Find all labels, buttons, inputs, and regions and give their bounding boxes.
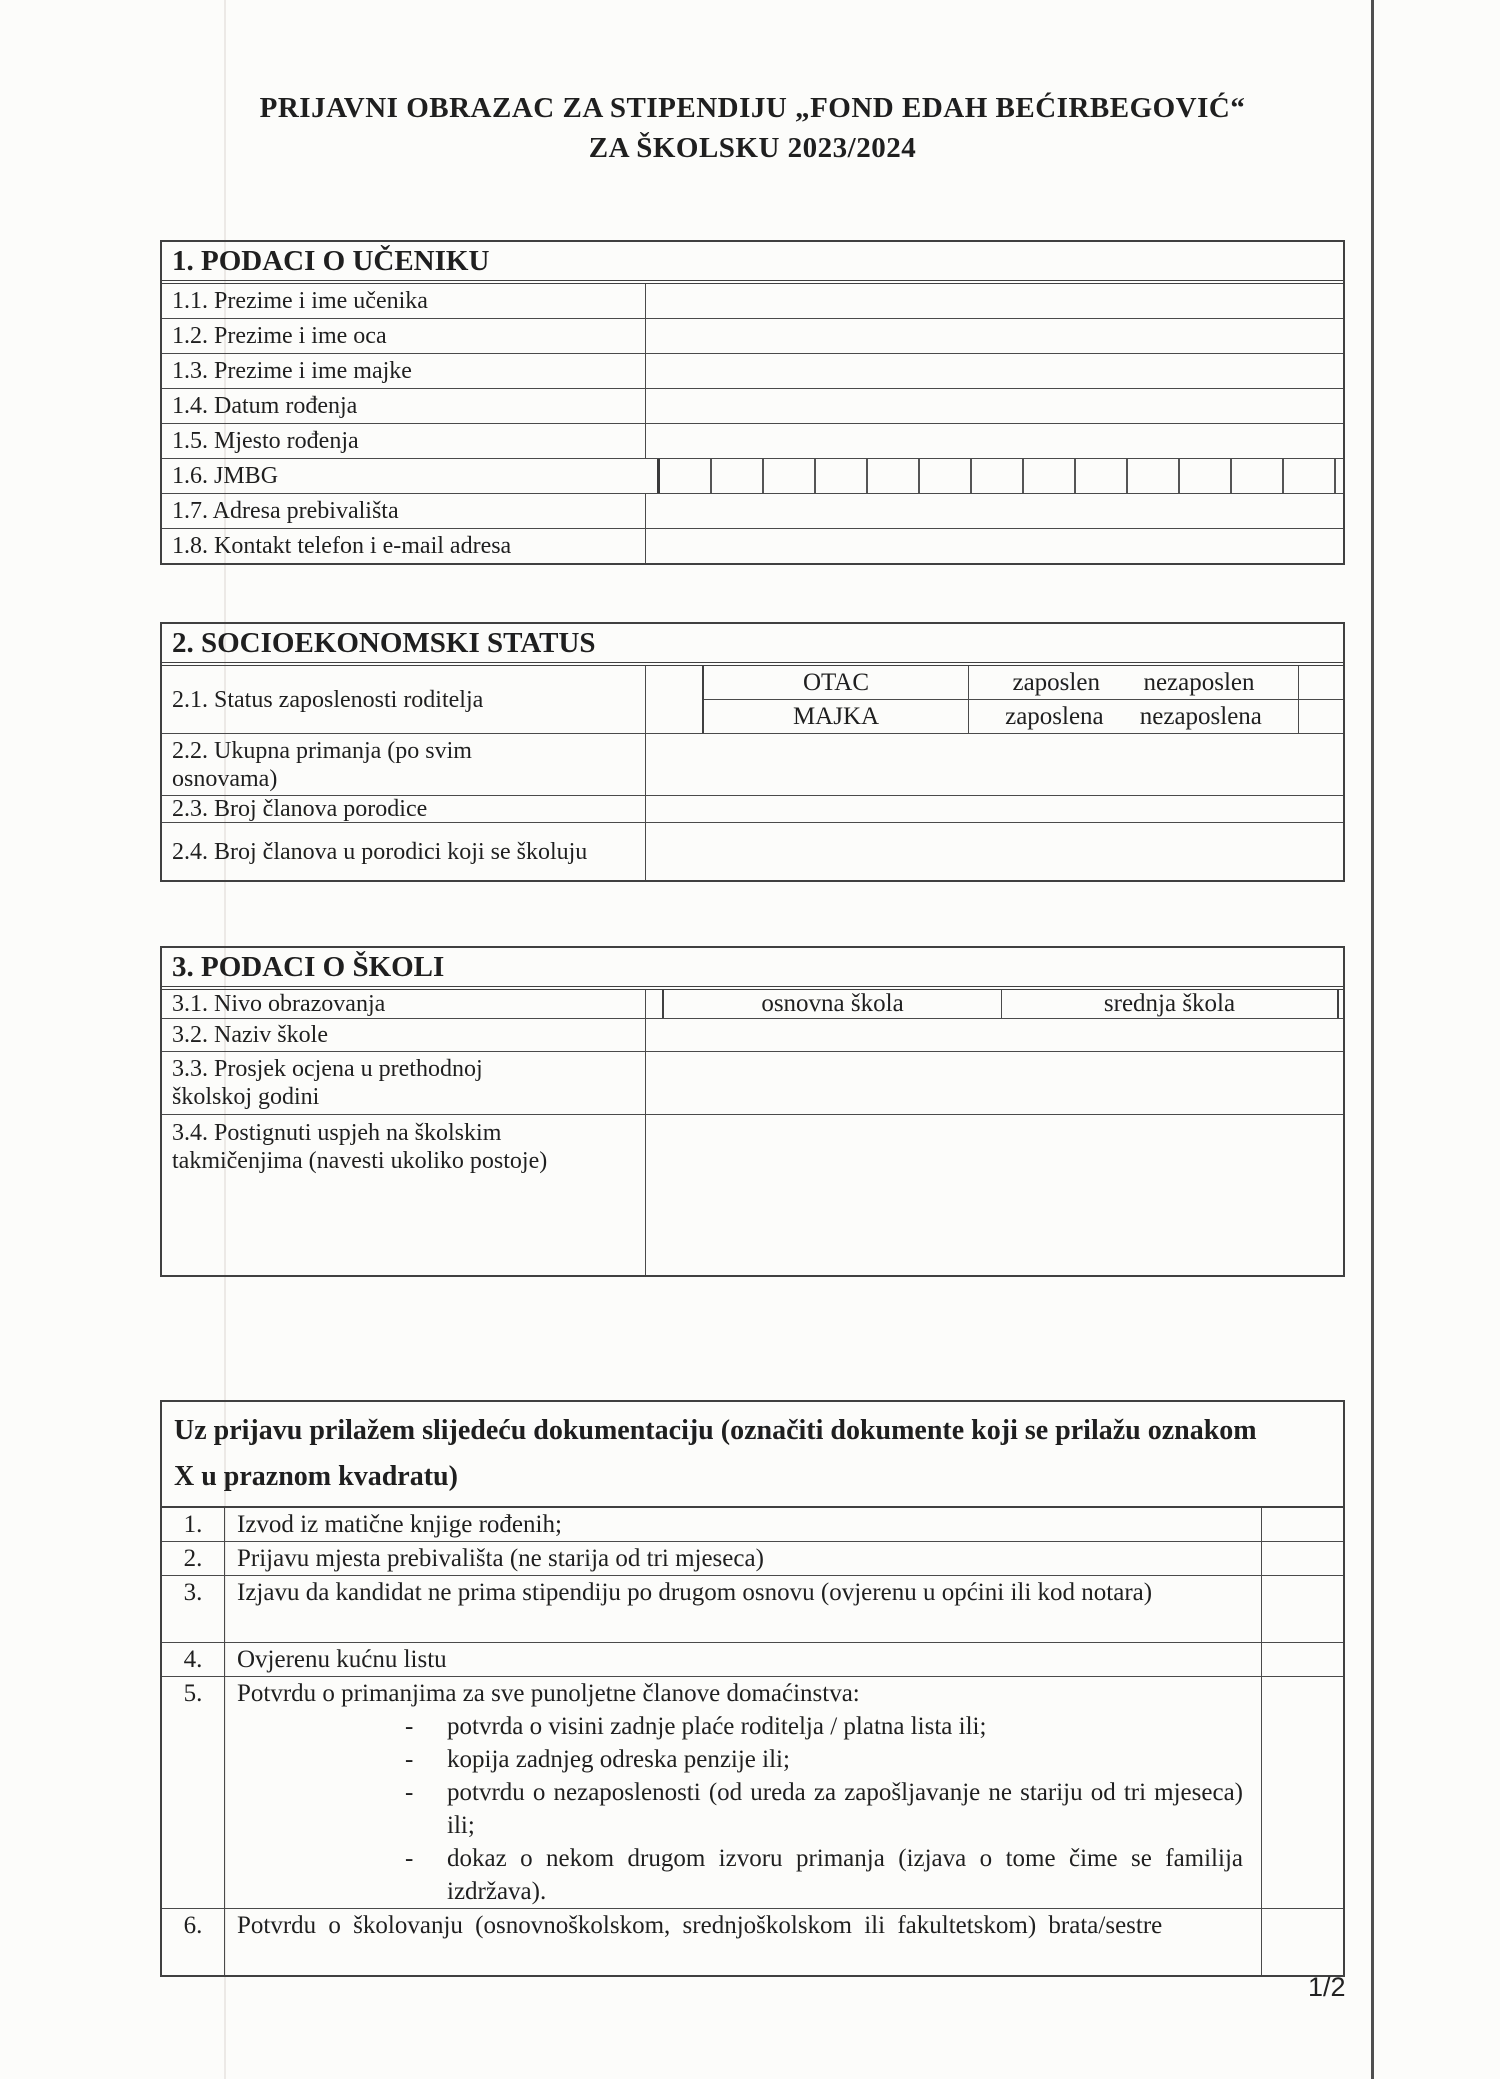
section-student-info <box>160 240 1345 565</box>
doc-item-text-line: Izvod iz matične knjige rođenih; <box>237 1511 562 1538</box>
doc-item-text <box>225 1909 1262 1975</box>
jmbg-digit-cell <box>868 459 920 493</box>
doc-item-number: 1. <box>162 1508 225 1541</box>
field-label-text: 2.3. Broj članova porodice <box>172 796 428 822</box>
primary-school-option: osnovna škola <box>761 990 904 1017</box>
field-row-father-name <box>162 318 1343 353</box>
field-label-text: 1.4. Datum rođenja <box>172 393 358 419</box>
employment-mark-cell <box>1299 666 1343 699</box>
field-value-cell <box>646 1019 1343 1051</box>
secondary-school-option: srednja škola <box>1103 990 1236 1017</box>
field-value-cell <box>646 494 1343 528</box>
father-label: OTAC <box>704 666 969 699</box>
bullet-dash: - <box>405 1845 414 1872</box>
field-value-cell <box>646 796 1343 822</box>
field-label <box>162 1052 646 1114</box>
bullet-dash: - <box>405 1779 414 1806</box>
field-label-text: 3.2. Naziv škole <box>172 1022 328 1048</box>
section1-header: 1. PODACI O UČENIKU <box>162 242 1343 284</box>
field-value-cell <box>646 529 1343 563</box>
doc-item-number: 2. <box>162 1542 225 1575</box>
field-label-text: 2.1. Status zaposlenosti roditelja <box>172 686 484 713</box>
field-label-text: 1.3. Prezime i ime majke <box>172 358 412 384</box>
bullet-line <box>397 1743 1251 1776</box>
doc-item-number: 6. <box>162 1909 225 1975</box>
documents-header-text: Uz prijavu prilažem slijedeću dokumentaciju (označiti dokumente koji se prilažu oznakom X u praznom kvadratu) <box>174 1415 1257 1492</box>
field-label-text: 1.5. Mjesto rođenja <box>172 428 359 454</box>
father-employed-option: zaposlen <box>1012 668 1100 696</box>
section3-header: 3. PODACI O ŠKOLI <box>162 948 1343 990</box>
jmbg-digit-cell <box>712 459 764 493</box>
bullet-dash: - <box>405 1713 414 1740</box>
jmbg-digit-cell <box>1024 459 1076 493</box>
field-label <box>162 529 646 563</box>
field-label <box>162 494 646 528</box>
field-label-text: 1.8. Kontakt telefon i e-mail adresa <box>172 533 512 559</box>
jmbg-stub-cell <box>1336 459 1343 493</box>
doc-item-text-line: Izjavu da kandidat ne prima stipendiju po drugom osnovu (ovjerenu u općini ili kod notara) <box>237 1579 1153 1606</box>
field-label-text: 2.2. Ukupna primanja (po svim osnovama) <box>172 737 472 792</box>
bullet-text: potvrda o visini zadnje plaće roditelja / platna lista ili; <box>447 1713 987 1740</box>
field-label <box>162 734 646 795</box>
doc-checkbox-cell <box>1262 1542 1343 1575</box>
field-label-text: 1.7. Adresa prebivališta <box>172 498 399 524</box>
doc-item-number: 3. <box>162 1576 225 1642</box>
scan-edge-artifact <box>1371 0 1374 2079</box>
doc-item-row-3 <box>162 1575 1343 1642</box>
jmbg-digit-boxes <box>660 459 1343 493</box>
doc-item-row-1 <box>162 1508 1343 1541</box>
mother-employed-option: zaposlena <box>1005 702 1104 730</box>
page-number: 1/2 <box>1308 1972 1346 2002</box>
field-label-text: 1.1. Prezime i ime učenika <box>172 288 428 314</box>
field-row-student-name <box>162 284 1343 318</box>
field-label-text: 1.6. JMBG <box>172 462 279 489</box>
mother-label: MAJKA <box>704 700 969 733</box>
mother-unemployed-option: nezaposlena <box>1139 702 1262 730</box>
doc-item-bullet-list <box>397 1710 1251 1908</box>
field-row-members-in-school <box>162 822 1343 880</box>
parent-employment-subtable <box>702 666 1343 733</box>
doc-checkbox-cell <box>1262 1677 1343 1908</box>
field-label-text: 3.1. Nivo obrazovanja <box>172 991 386 1017</box>
mother-options-cell <box>969 700 1299 733</box>
field-label <box>162 354 646 388</box>
doc-checkbox-cell <box>1262 1909 1343 1975</box>
section2-header: 2. SOCIOEKONOMSKI STATUS <box>162 624 1343 666</box>
option-mark-cell <box>1339 990 1343 1018</box>
bullet-text: potvrdu o nezaposlenosti (od ureda za zapošljavanje ne stariju od tri mjeseca) ili; <box>447 1779 1243 1839</box>
field-row-total-income <box>162 733 1343 795</box>
field-row-education-level <box>162 990 1343 1018</box>
jmbg-digit-cell <box>1076 459 1128 493</box>
field-label <box>162 459 660 493</box>
form-title <box>160 88 1345 168</box>
field-value-cell <box>646 424 1343 458</box>
field-label-text: 2.4. Broj članova u porodici koji se školuju <box>172 838 588 865</box>
field-label <box>162 319 646 353</box>
field-row-school-name <box>162 1018 1343 1051</box>
bullet-line <box>397 1842 1251 1908</box>
bullet-dash: - <box>405 1746 414 1773</box>
jmbg-digit-cell <box>660 459 712 493</box>
doc-item-text <box>225 1677 1262 1908</box>
field-label-text: 3.3. Prosjek ocjena u prethodnoj školskoj godini <box>172 1056 483 1110</box>
field-value-cell <box>646 284 1343 318</box>
employment-mark-cell <box>1299 700 1343 733</box>
form-title-line2: ZA ŠKOLSKU 2023/2024 <box>588 132 917 164</box>
field-value-cell <box>646 1052 1343 1114</box>
doc-item-row-6 <box>162 1908 1343 1975</box>
field-value-cell <box>646 389 1343 423</box>
field-label <box>162 1115 646 1275</box>
field-value-cell <box>646 823 1343 880</box>
form-content <box>160 0 1345 1977</box>
doc-checkbox-cell <box>1262 1508 1343 1541</box>
jmbg-digit-cell <box>1180 459 1232 493</box>
father-unemployed-option: nezaposlen <box>1143 668 1255 696</box>
field-row-birth-date <box>162 388 1343 423</box>
jmbg-digit-cell <box>972 459 1024 493</box>
field-row-address <box>162 493 1343 528</box>
doc-item-text-line: Potvrdu o školovanju (osnovnoškolskom, srednjoškolskom ili fakultetskom) brata/sestre <box>237 1912 1163 1939</box>
doc-item-row-2 <box>162 1541 1343 1575</box>
field-label <box>162 823 646 880</box>
doc-item-text-line: Prijavu mjesta prebivališta (ne starija od tri mjeseca) <box>237 1545 764 1572</box>
field-label <box>162 389 646 423</box>
jmbg-digit-cell <box>1128 459 1180 493</box>
field-row-jmbg <box>162 458 1343 493</box>
section-attached-documents <box>160 1400 1345 1977</box>
doc-item-text <box>225 1542 1262 1575</box>
field-row-competition-results <box>162 1114 1343 1275</box>
jmbg-digit-cell <box>1232 459 1284 493</box>
primary-school-option-cell <box>662 990 1002 1018</box>
field-row-grade-average <box>162 1051 1343 1114</box>
spacer-cell <box>646 990 662 1018</box>
doc-item-text-line: Ovjerenu kućnu listu <box>237 1646 447 1673</box>
section-school-info <box>160 946 1345 1277</box>
bullet-text: dokaz o nekom drugom izvoru primanja (izjava o tome čime se familija izdržava). <box>447 1845 1243 1905</box>
doc-checkbox-cell <box>1262 1643 1343 1676</box>
bullet-line <box>397 1710 1251 1743</box>
secondary-school-option-cell <box>1002 990 1339 1018</box>
jmbg-digit-cell <box>1284 459 1336 493</box>
doc-item-row-5 <box>162 1676 1343 1908</box>
doc-item-text <box>225 1643 1262 1676</box>
spacer-cell <box>646 666 702 733</box>
field-label <box>162 990 646 1018</box>
field-row-contact <box>162 528 1343 563</box>
doc-item-text <box>225 1576 1262 1642</box>
field-label <box>162 284 646 318</box>
doc-item-text <box>225 1508 1262 1541</box>
jmbg-digit-cell <box>920 459 972 493</box>
doc-item-number: 5. <box>162 1677 225 1908</box>
field-value-cell <box>646 354 1343 388</box>
field-label <box>162 796 646 822</box>
doc-item-row-4 <box>162 1642 1343 1676</box>
mother-employment-row <box>704 700 1343 733</box>
form-title-line1: PRIJAVNI OBRAZAC ZA STIPENDIJU „FOND EDAH BEĆIRBEGOVIĆ“ <box>259 92 1246 124</box>
father-options-cell <box>969 666 1299 699</box>
jmbg-digit-cell <box>764 459 816 493</box>
bullet-text: kopija zadnjeg odreska penzije ili; <box>447 1746 790 1773</box>
field-label-text: 3.4. Postignuti uspjeh na školskim takmičenjima (navesti ukoliko postoje) <box>172 1120 548 1174</box>
doc-item-text-line: Potvrdu o primanjima za sve punoljetne članove domaćinstva: <box>237 1680 860 1707</box>
field-value-cell <box>646 1115 1343 1275</box>
bullet-line <box>397 1776 1251 1842</box>
field-label-text: 1.2. Prezime i ime oca <box>172 323 387 349</box>
documents-header <box>162 1402 1343 1508</box>
field-value-cell <box>646 734 1343 795</box>
field-label <box>162 424 646 458</box>
field-row-birth-place <box>162 423 1343 458</box>
field-value-cell <box>646 319 1343 353</box>
field-label <box>162 666 646 733</box>
section-socioeconomic-status <box>160 622 1345 882</box>
jmbg-digit-cell <box>816 459 868 493</box>
field-row-parent-employment <box>162 666 1343 733</box>
field-label <box>162 1019 646 1051</box>
doc-checkbox-cell <box>1262 1576 1343 1642</box>
doc-item-number: 4. <box>162 1643 225 1676</box>
field-row-family-members <box>162 795 1343 822</box>
father-employment-row <box>704 666 1343 700</box>
field-row-mother-name <box>162 353 1343 388</box>
